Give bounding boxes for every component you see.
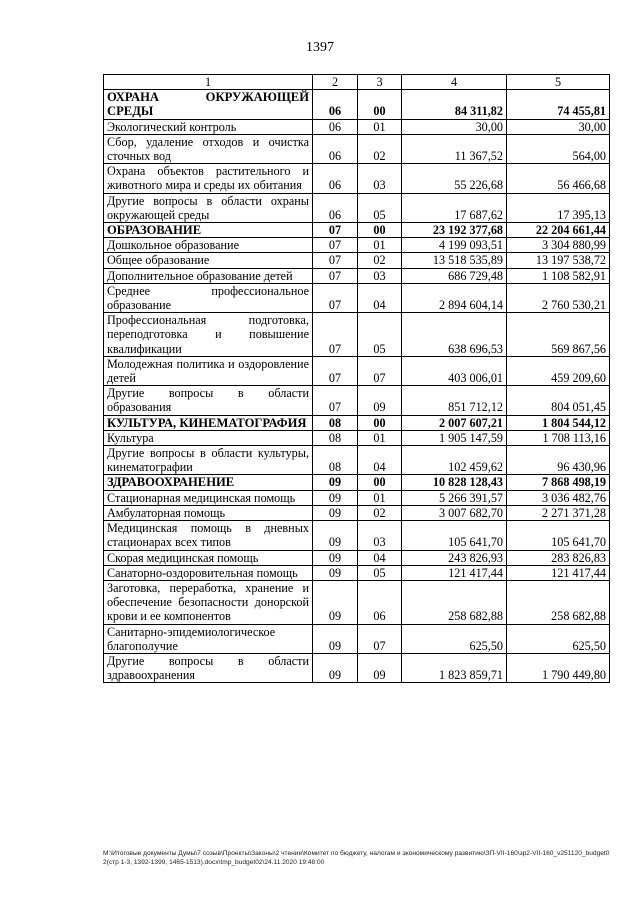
table-row — [104, 475, 610, 490]
row-value-2-cell: 1 804 544,12 — [507, 415, 610, 430]
table-row — [104, 446, 610, 475]
row-section-cell: 09 — [313, 550, 358, 565]
row-value-1-cell: 403 006,01 — [402, 356, 507, 385]
table-row — [104, 134, 610, 163]
row-name-cell: Амбулаторная помощь — [104, 505, 313, 520]
row-value-2-cell: 2 760 530,21 — [507, 283, 610, 312]
row-section-cell: 09 — [313, 490, 358, 505]
row-value-1-cell: 3 007 682,70 — [402, 505, 507, 520]
header-cell: 3 — [358, 75, 402, 90]
table-row — [104, 164, 610, 193]
row-section-cell: 09 — [313, 505, 358, 520]
row-section-cell: 07 — [313, 386, 358, 415]
table-row — [104, 565, 610, 580]
row-value-2-cell: 1 108 582,91 — [507, 268, 610, 283]
row-value-2-cell: 625,50 — [507, 624, 610, 653]
row-name-cell: Заготовка, переработка, хранение и обеспечение безопасности донорской крови и ее компонентов — [104, 580, 313, 624]
row-value-1-cell: 2 894 604,14 — [402, 283, 507, 312]
row-section-cell: 07 — [313, 313, 358, 357]
row-section-cell: 07 — [313, 253, 358, 268]
table-row — [104, 386, 610, 415]
row-subsection-cell: 03 — [358, 164, 402, 193]
row-value-2-cell: 1 790 449,80 — [507, 653, 610, 682]
row-section-cell: 08 — [313, 415, 358, 430]
table-row — [104, 580, 610, 624]
header-cell: 5 — [507, 75, 610, 90]
row-name-cell: Другие вопросы в области здравоохранения — [104, 653, 313, 682]
row-section-cell: 06 — [313, 119, 358, 134]
row-value-1-cell: 5 266 391,57 — [402, 490, 507, 505]
row-section-cell: 08 — [313, 430, 358, 445]
row-value-2-cell: 105 641,70 — [507, 521, 610, 550]
table-row — [104, 283, 610, 312]
row-subsection-cell: 00 — [358, 223, 402, 238]
row-name-cell: Культура — [104, 430, 313, 445]
table-row — [104, 90, 610, 119]
row-subsection-cell: 01 — [358, 119, 402, 134]
row-subsection-cell: 00 — [358, 90, 402, 119]
row-section-cell: 09 — [313, 653, 358, 682]
row-subsection-cell: 00 — [358, 475, 402, 490]
row-subsection-cell: 09 — [358, 386, 402, 415]
row-section-cell: 07 — [313, 283, 358, 312]
row-subsection-cell: 00 — [358, 415, 402, 430]
row-subsection-cell: 04 — [358, 550, 402, 565]
row-subsection-cell: 04 — [358, 283, 402, 312]
row-name-cell: КУЛЬТУРА, КИНЕМАТОГРАФИЯ — [104, 415, 313, 430]
row-value-2-cell: 2 271 371,28 — [507, 505, 610, 520]
row-subsection-cell: 07 — [358, 624, 402, 653]
row-subsection-cell: 02 — [358, 134, 402, 163]
row-value-2-cell: 7 868 498,19 — [507, 475, 610, 490]
budget-table — [103, 74, 610, 683]
row-subsection-cell: 01 — [358, 430, 402, 445]
row-section-cell: 09 — [313, 565, 358, 580]
table-row — [104, 521, 610, 550]
row-value-1-cell: 638 696,53 — [402, 313, 507, 357]
page-number: 1397 — [306, 40, 334, 55]
table-row — [104, 253, 610, 268]
row-value-1-cell: 686 729,48 — [402, 268, 507, 283]
row-name-cell: Сбор, удаление отходов и очистка сточных вод — [104, 134, 313, 163]
row-value-1-cell: 4 199 093,51 — [402, 238, 507, 253]
table-row — [104, 119, 610, 134]
row-subsection-cell: 03 — [358, 268, 402, 283]
file-path-footer: M:\Итоговые документы Думы\7 созыв\Проекты\Законы\2 чтение\Комитет по бюджету, налогам и экономическому развитию\ЗП-VII-160\зр2-VII-160_v251120_budget02(стр 1-3, 1392-1399, 1465-1513).docx\tmp_budget02\24.11.2020 19:48:00 — [103, 850, 610, 866]
row-name-cell: Охрана объектов растительного и животного мира и среды их обитания — [104, 164, 313, 193]
row-value-1-cell: 105 641,70 — [402, 521, 507, 550]
row-section-cell: 06 — [313, 164, 358, 193]
row-value-1-cell: 84 311,82 — [402, 90, 507, 119]
row-subsection-cell: 02 — [358, 253, 402, 268]
row-value-2-cell: 459 209,60 — [507, 356, 610, 385]
row-value-2-cell: 569 867,56 — [507, 313, 610, 357]
row-value-2-cell: 30,00 — [507, 119, 610, 134]
table-header-row — [104, 75, 610, 90]
row-value-2-cell: 17 395,13 — [507, 193, 610, 222]
row-value-1-cell: 258 682,88 — [402, 580, 507, 624]
row-subsection-cell: 05 — [358, 193, 402, 222]
row-subsection-cell: 06 — [358, 580, 402, 624]
row-name-cell: Скорая медицинская помощь — [104, 550, 313, 565]
header-cell: 4 — [402, 75, 507, 90]
row-section-cell: 07 — [313, 268, 358, 283]
table-row — [104, 313, 610, 357]
row-name-cell: Санаторно-оздоровительная помощь — [104, 565, 313, 580]
row-name-cell: Медицинская помощь в дневных стационарах всех типов — [104, 521, 313, 550]
row-value-2-cell: 804 051,45 — [507, 386, 610, 415]
row-name-cell: Другие вопросы в области культуры, кинематографии — [104, 446, 313, 475]
table-row — [104, 223, 610, 238]
row-name-cell: Дополнительное образование детей — [104, 268, 313, 283]
row-value-1-cell: 243 826,93 — [402, 550, 507, 565]
row-section-cell: 06 — [313, 90, 358, 119]
row-section-cell: 06 — [313, 193, 358, 222]
row-name-cell: Молодежная политика и оздоровление детей — [104, 356, 313, 385]
table-row — [104, 193, 610, 222]
row-subsection-cell: 02 — [358, 505, 402, 520]
row-value-2-cell: 56 466,68 — [507, 164, 610, 193]
table-row — [104, 624, 610, 653]
table-row — [104, 268, 610, 283]
row-value-1-cell: 1 905 147,59 — [402, 430, 507, 445]
row-subsection-cell: 03 — [358, 521, 402, 550]
table-row — [104, 653, 610, 682]
row-section-cell: 09 — [313, 624, 358, 653]
row-value-2-cell: 1 708 113,16 — [507, 430, 610, 445]
row-value-1-cell: 1 823 859,71 — [402, 653, 507, 682]
row-name-cell: Стационарная медицинская помощь — [104, 490, 313, 505]
row-subsection-cell: 04 — [358, 446, 402, 475]
row-name-cell: Другие вопросы в области охраны окружающей среды — [104, 193, 313, 222]
row-subsection-cell: 01 — [358, 238, 402, 253]
row-value-1-cell: 55 226,68 — [402, 164, 507, 193]
table-row — [104, 505, 610, 520]
row-value-1-cell: 13 518 535,89 — [402, 253, 507, 268]
row-value-2-cell: 22 204 661,44 — [507, 223, 610, 238]
row-section-cell: 08 — [313, 446, 358, 475]
row-subsection-cell: 07 — [358, 356, 402, 385]
row-value-1-cell: 625,50 — [402, 624, 507, 653]
table-row — [104, 415, 610, 430]
row-value-2-cell: 74 455,81 — [507, 90, 610, 119]
table-row — [104, 550, 610, 565]
row-value-2-cell: 3 036 482,76 — [507, 490, 610, 505]
row-value-1-cell: 11 367,52 — [402, 134, 507, 163]
row-section-cell: 09 — [313, 475, 358, 490]
row-value-1-cell: 17 687,62 — [402, 193, 507, 222]
row-name-cell: ОХРАНА ОКРУЖАЮЩЕЙ СРЕДЫ — [104, 90, 313, 119]
row-section-cell: 07 — [313, 238, 358, 253]
row-value-1-cell: 121 417,44 — [402, 565, 507, 580]
header-cell: 1 — [104, 75, 313, 90]
row-name-cell: ЗДРАВООХРАНЕНИЕ — [104, 475, 313, 490]
row-section-cell: 09 — [313, 580, 358, 624]
row-value-1-cell: 2 007 607,21 — [402, 415, 507, 430]
row-value-1-cell: 23 192 377,68 — [402, 223, 507, 238]
header-cell: 2 — [313, 75, 358, 90]
row-subsection-cell: 05 — [358, 565, 402, 580]
row-subsection-cell: 01 — [358, 490, 402, 505]
row-value-2-cell: 258 682,88 — [507, 580, 610, 624]
row-value-1-cell: 102 459,62 — [402, 446, 507, 475]
row-section-cell: 06 — [313, 134, 358, 163]
row-value-2-cell: 13 197 538,72 — [507, 253, 610, 268]
row-value-2-cell: 96 430,96 — [507, 446, 610, 475]
row-value-1-cell: 30,00 — [402, 119, 507, 134]
row-section-cell: 07 — [313, 356, 358, 385]
row-section-cell: 09 — [313, 521, 358, 550]
table-row — [104, 430, 610, 445]
row-name-cell: Другие вопросы в области образования — [104, 386, 313, 415]
table-row — [104, 356, 610, 385]
row-name-cell: ОБРАЗОВАНИЕ — [104, 223, 313, 238]
row-subsection-cell: 09 — [358, 653, 402, 682]
row-value-2-cell: 283 826,83 — [507, 550, 610, 565]
row-value-2-cell: 564,00 — [507, 134, 610, 163]
table-row — [104, 490, 610, 505]
row-name-cell: Дошкольное образование — [104, 238, 313, 253]
row-name-cell: Среднее профессиональное образование — [104, 283, 313, 312]
row-value-1-cell: 851 712,12 — [402, 386, 507, 415]
row-section-cell: 07 — [313, 223, 358, 238]
row-name-cell: Экологический контроль — [104, 119, 313, 134]
row-name-cell: Общее образование — [104, 253, 313, 268]
row-name-cell: Профессиональная подготовка, переподготовка и повышение квалификации — [104, 313, 313, 357]
row-name-cell: Санитарно-эпидемиологическое благополучие — [104, 624, 313, 653]
row-value-2-cell: 121 417,44 — [507, 565, 610, 580]
row-value-1-cell: 10 828 128,43 — [402, 475, 507, 490]
row-value-2-cell: 3 304 880,99 — [507, 238, 610, 253]
table-row — [104, 238, 610, 253]
row-subsection-cell: 05 — [358, 313, 402, 357]
